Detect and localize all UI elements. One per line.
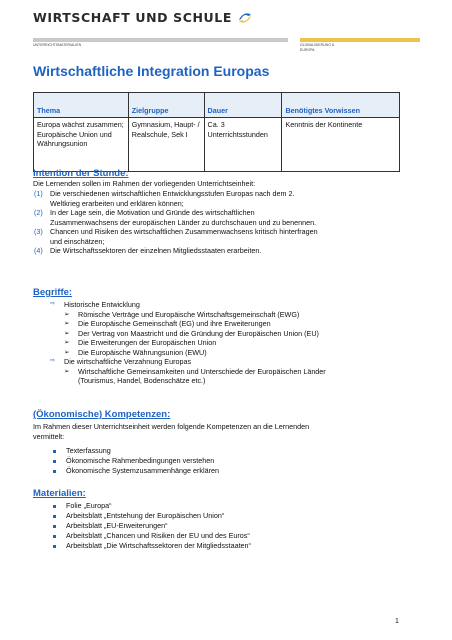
header-strip-yellow <box>300 38 420 42</box>
logo-swirl-icon <box>237 11 253 25</box>
arrow-right-icon: ⇨ <box>50 301 56 307</box>
list-text: Arbeitsblatt „Chancen und Risiken der EU und des Euros“ <box>66 531 250 540</box>
bullet-square-icon <box>53 450 56 453</box>
list-text: Texterfassung <box>66 446 111 455</box>
chevron-right-icon: ➢ <box>64 339 70 346</box>
begriffe-heading: Begriffe: <box>33 287 73 298</box>
list-number: (4) <box>34 246 43 255</box>
chevron-right-icon: ➢ <box>64 367 70 375</box>
list-text: Die Europäische Währungsunion (EWU) <box>78 347 207 357</box>
bullet-square-icon <box>53 470 56 473</box>
list-item <box>53 446 219 456</box>
list-item <box>50 329 400 339</box>
chevron-right-icon: ➢ <box>64 320 70 327</box>
list-text: Die verschiedenen wirtschaftlichen Entwicklungsstufen Europas nach dem 2. <box>50 189 295 198</box>
bullet-square-icon <box>53 515 56 518</box>
list-text: Die wirtschaftliche Verzahnung Europas <box>64 357 192 366</box>
bullet-square-icon <box>53 525 56 528</box>
header-meta-right <box>300 43 334 53</box>
list-text: Ökonomische Rahmenbedingungen verstehen <box>66 456 215 465</box>
chevron-right-icon: ➢ <box>64 348 70 356</box>
list-text: In der Lage sein, die Motivation und Gründe des wirtschaftlichen <box>50 208 255 217</box>
kompetenzen-intro-line: vermittelt: <box>33 431 65 441</box>
list-text: Weltkrieg erarbeiten und erklären können; <box>50 198 184 208</box>
page-title: Wirtschaftliche Integration Europas <box>33 63 270 79</box>
list-item <box>50 338 400 348</box>
header-meta-right-line: EUROPA <box>300 48 315 52</box>
materialien-heading: Materialien: <box>33 488 86 499</box>
list-text: Die Wirtschaftssektoren der einzelnen Mitgliedsstaaten erarbeiten. <box>50 246 262 255</box>
intention-heading: Intention der Stunde: <box>33 168 129 179</box>
bullet-square-icon <box>53 460 56 463</box>
chevron-right-icon: ➢ <box>64 310 70 318</box>
table-cell-dauer: Ca. 3 Unterrichtsstunden <box>204 118 282 172</box>
list-text: Der Vertrag von Maastricht und die Gründung der Europäischen Union (EU) <box>78 328 319 338</box>
list-text: und einschätzen; <box>50 236 105 246</box>
kompetenzen-intro-line: Im Rahmen dieser Unterrichtseinheit werden folgende Kompetenzen an die Lernenden <box>33 422 310 431</box>
list-text: Ökonomische Systemzusammenhänge erklären <box>66 466 220 475</box>
list-item <box>33 189 403 208</box>
list-item <box>53 521 251 531</box>
list-item <box>53 456 219 466</box>
materialien-list <box>53 501 251 551</box>
arrow-right-icon: ⇨ <box>50 358 56 364</box>
list-text: Historische Entwicklung <box>64 300 140 309</box>
table-header-zielgruppe: Zielgruppe <box>128 93 204 118</box>
chevron-right-icon: ➢ <box>64 329 70 337</box>
header-logo <box>33 10 253 25</box>
intention-intro: Die Lernenden sollen im Rahmen der vorliegenden Unterrichtseinheit: <box>33 179 256 188</box>
list-text: Chancen und Risiken des wirtschaftlichen Zusammenwachsens kritisch hinterfragen <box>50 227 318 236</box>
list-number: (1) <box>34 189 43 198</box>
info-table <box>33 92 400 172</box>
kompetenzen-list <box>53 446 219 476</box>
table-cell-thema: Europa wächst zusammen; Europäische Union und Währungsunion <box>34 118 129 172</box>
list-text: Arbeitsblatt „Die Wirtschaftssektoren der Mitgliedsstaaten“ <box>66 541 251 550</box>
list-text: (Tourismus, Handel, Bodenschätze etc.) <box>78 376 206 385</box>
list-item <box>53 541 251 551</box>
list-text: Wirtschaftliche Gemeinsamkeiten und Unterschiede der Europäischen Länder <box>78 366 326 376</box>
logo-text: WIRTSCHAFT UND SCHULE <box>33 10 232 25</box>
list-item <box>53 531 251 541</box>
list-item <box>33 208 403 227</box>
bullet-square-icon <box>53 535 56 538</box>
list-item <box>33 246 403 256</box>
list-item <box>33 227 403 246</box>
bullet-square-icon <box>53 505 56 508</box>
kompetenzen-intro <box>33 422 309 441</box>
table-header-thema: Thema <box>34 93 129 118</box>
page-number: 1 <box>395 618 399 625</box>
list-item <box>50 357 400 367</box>
header-strip-gray <box>33 38 288 42</box>
list-text: Die Erweiterungen der Europäischen Union <box>78 338 217 347</box>
begriffe-list <box>50 300 400 386</box>
list-item <box>53 511 251 521</box>
kompetenzen-heading: (Ökonomische) Kompetenzen: <box>33 409 171 420</box>
list-text: Arbeitsblatt „EU-Erweiterungen“ <box>66 521 168 530</box>
header-meta-right-line: GLOBALISIERUNG & <box>300 43 335 47</box>
table-row <box>34 118 400 172</box>
list-item <box>50 367 400 386</box>
table-header-dauer: Dauer <box>204 93 282 118</box>
list-item <box>50 319 400 329</box>
table-header-vorwissen: Benötigtes Vorwissen <box>282 93 400 118</box>
list-number: (3) <box>34 227 43 236</box>
table-cell-vorwissen: Kenntnis der Kontinente <box>282 118 400 172</box>
intention-list <box>33 189 403 256</box>
list-item <box>53 466 219 476</box>
list-item <box>50 310 400 320</box>
table-cell-zielgruppe: Gymnasium, Haupt- / Realschule, Sek I <box>128 118 204 172</box>
list-number: (2) <box>34 208 43 217</box>
list-text: Die Europäische Gemeinschaft (EG) und ihre Erweiterungen <box>78 319 271 328</box>
header-meta-left: UNTERRICHTSMATERIALIEN <box>33 43 82 47</box>
list-text: Zusammenwachsens der europäischen Länder zu durchschauen und zu benennen. <box>50 217 317 227</box>
list-item <box>53 501 251 511</box>
list-item <box>50 300 400 310</box>
bullet-square-icon <box>53 545 56 548</box>
list-item <box>50 348 400 358</box>
list-text: Römische Verträge und Europäische Wirtschaftsgemeinschaft (EWG) <box>78 309 300 319</box>
list-text: Folie „Europa“ <box>66 501 112 510</box>
list-text: Arbeitsblatt „Entstehung der Europäischen Union“ <box>66 511 225 520</box>
